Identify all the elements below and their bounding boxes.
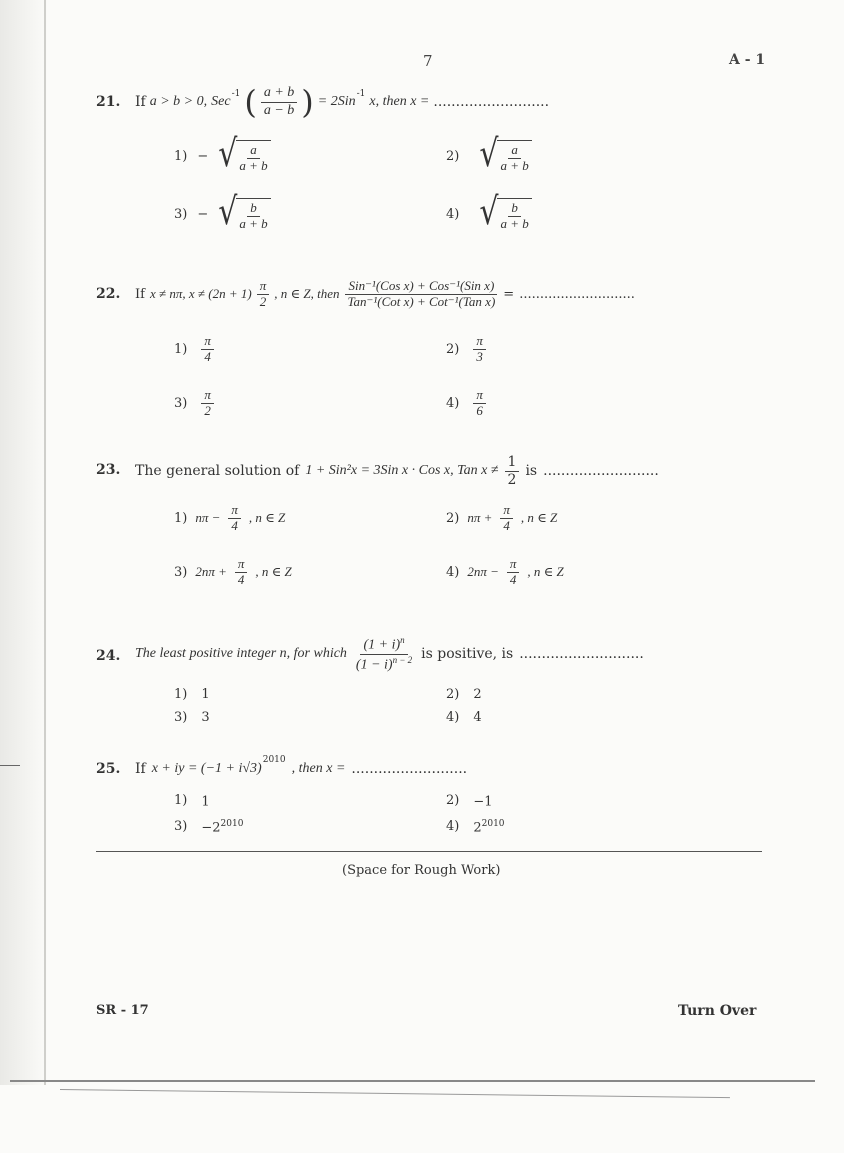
- q22-option-4: 4) $\frac{\pi}{6}$: [446, 388, 486, 419]
- q22-number: 22.: [96, 286, 121, 302]
- q23-number: 23.: [96, 462, 121, 478]
- q25-number: 25.: [96, 761, 121, 777]
- page-number: 7: [423, 52, 433, 70]
- q25-option-1: 1) 1: [174, 793, 210, 810]
- q24-option-3: 3) 3: [174, 710, 210, 725]
- q22-fraction: $\frac{\text{Sin⁻¹(Cos x) + Cos⁻¹(Sin x)}}{\text{Tan⁻¹(Cot x) + Cot⁻¹(Tan x)}}$: [344, 279, 498, 310]
- q24-number: 24.: [96, 648, 121, 664]
- q23-stem: The general solution of 1 + Sin²x = 3Sin x · Cos x, Tan x ≠ $\frac{1}{2}$ is ..........................: [135, 454, 659, 488]
- q23-option-2: 2) nπ + $\frac{\pi}{4}$ , n ∈ Z: [446, 502, 558, 533]
- q22-stem: If x ≠ nπ, x ≠ (2n + 1) $\frac{\pi}{2}$ , n ∈ Z, then $\frac{\text{Sin⁻¹(Cos x) + Cos⁻¹(Sin x)}}{\text{Tan⁻¹(Cot x) + Cot⁻¹(Tan x)}}$ = ............................: [135, 277, 635, 309]
- q25-option-4: 4) $2^{2010}$: [446, 819, 505, 836]
- q22-option-1: 1) $\frac{\pi}{4}$: [174, 334, 214, 365]
- q23-option-1: 1) nπ − $\frac{\pi}{4}$ , n ∈ Z: [174, 502, 286, 533]
- turn-over: Turn Over: [678, 1003, 757, 1019]
- q24-option-1: 1) 1: [174, 687, 210, 702]
- q25-option-3: 3) $-2^{2010}$: [174, 819, 244, 836]
- q24-stem: The least positive integer n, for which $\frac{(1 + i)^n}{(1 - i)^{n - 2}}$ is positive, is ............................: [135, 634, 644, 673]
- q21-option-2: 2) √ $\frac{a}{a + b}$: [446, 140, 532, 174]
- q22-option-2: 2) $\frac{\pi}{3}$: [446, 334, 486, 365]
- q21-number: 21.: [96, 94, 121, 110]
- q21-option-1: 1) − √ $\frac{a}{a + b}$: [174, 140, 271, 174]
- q21-option-4: 4) √ $\frac{b}{a + b}$: [446, 198, 532, 232]
- q23-option-3: 3) 2nπ + $\frac{\pi}{4}$ , n ∈ Z: [174, 556, 292, 587]
- q21-fraction: $\frac{a + b}{a - b}$: [261, 85, 297, 118]
- page-edge-line: [10, 1080, 815, 1082]
- q24-option-4: 4) 4: [446, 710, 482, 725]
- q21-option-3: 3) − √ $\frac{b}{a + b}$: [174, 198, 271, 232]
- footer-code: SR - 17: [96, 1003, 149, 1018]
- q24-option-2: 2) 2: [446, 687, 482, 702]
- page-edge-line-2: [60, 1089, 730, 1098]
- booklet-code: A - 1: [729, 52, 766, 68]
- binding-shadow: [0, 0, 48, 1085]
- margin-mark: [0, 765, 20, 766]
- binding-line: [44, 0, 46, 1085]
- q24-fraction: $\frac{(1 + i)^n}{(1 - i)^{n - 2}}$: [355, 634, 413, 673]
- q23-option-4: 4) 2nπ − $\frac{\pi}{4}$ , n ∈ Z: [446, 556, 564, 587]
- section-divider: [96, 851, 762, 852]
- rough-work-label: (Space for Rough Work): [342, 863, 501, 878]
- q25-option-2: 2) −1: [446, 793, 493, 810]
- q22-option-3: 3) $\frac{\pi}{2}$: [174, 388, 214, 419]
- q21-stem: If a > b > 0, Sec $^{-1}$ ( $\frac{a + b}{a - b}$ ) = 2Sin $^{-1}$ x, then x = ..........................: [135, 83, 550, 121]
- q25-stem: If x + iy = (−1 + i√3) $^{2010}$ , then x = ..........................: [135, 755, 468, 777]
